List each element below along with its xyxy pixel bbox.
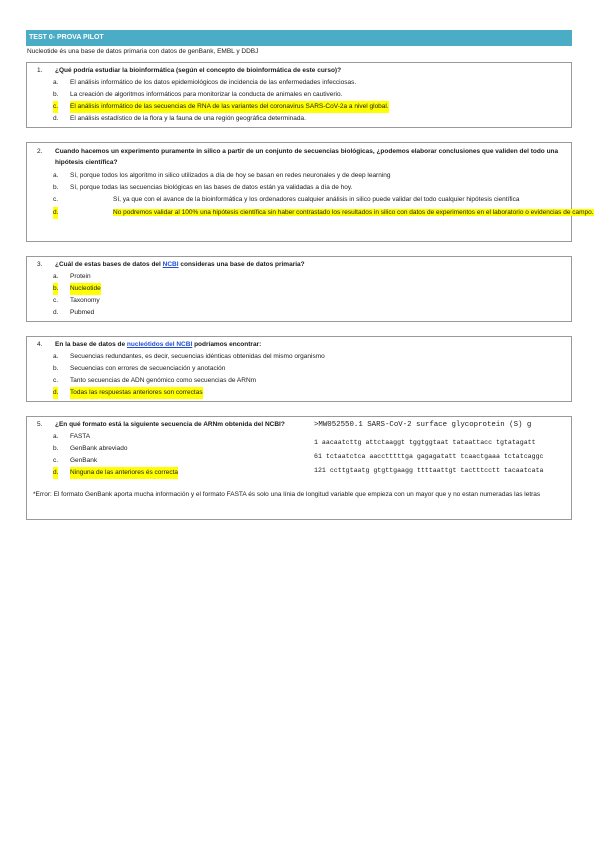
sequence-line: 61 tctaatctca aacctttttga gagagatatt tcaactgaaa tctatcaggc	[314, 453, 544, 460]
option-letter: b.	[53, 365, 59, 372]
option-letter: c.	[53, 297, 59, 304]
option-text-correct	[113, 207, 600, 218]
question-4-pre: En la base de datos de	[55, 341, 127, 348]
q4-option-a[interactable]	[27, 351, 571, 363]
header-title: TEST 0- PROVA PILOT	[29, 34, 104, 41]
option-text: La creación de algoritmos informáticos para monitorizar la conducta de animales en cautiverio.	[70, 91, 343, 98]
option-letter: c.	[53, 196, 59, 203]
option-text: El análisis estadístico de la flora y la fauna de una región geográfica determinada.	[70, 115, 306, 122]
option-text: Secuencias redundantes, es decir, secuencias idénticas obtenidas del mismo organismo	[70, 353, 325, 360]
option-letter: d.	[53, 115, 59, 122]
option-letter: d.	[53, 467, 58, 479]
question-4-post: podríamos encontrar:	[192, 341, 262, 348]
q1-option-a[interactable]	[27, 77, 571, 89]
question-1-number: 1.	[37, 67, 43, 74]
option-letter: c.	[53, 101, 58, 113]
question-2-box	[26, 142, 594, 242]
option-text: Sí, porque todas las secuencias biológicas en las bases de datos están ya validadas a día de hoy.	[70, 184, 353, 191]
option-letter: d.	[53, 207, 58, 219]
option-text: El análisis informático de los datos epidemiológicos de incidencia de las enfermedades infecciosas.	[70, 79, 357, 86]
subtitle: Nucleotide és una base de datos primaria con datos de genBank, EMBL y DDBJ	[27, 48, 259, 55]
question-4-number: 4.	[37, 341, 43, 348]
option-letter: a.	[53, 353, 59, 360]
q1-option-d[interactable]	[27, 113, 571, 125]
option-text: GenBank	[70, 457, 98, 464]
question-4-text	[55, 339, 261, 351]
q4-option-b[interactable]	[27, 363, 571, 375]
sequence-line: 121 ccttgtaatg gtgttgaagg ttttaattgt tactttcctt tacaatcata	[314, 467, 544, 474]
option-letter: a.	[53, 79, 59, 86]
question-3-box	[26, 256, 572, 322]
error-note: *Error: El formato GenBank aporta mucha información y el formato FASTA és solo una línia de longitud variable que empieza con un mayor que y no estan numeradas las letras	[33, 491, 541, 498]
option-letter: c.	[53, 457, 59, 464]
question-5-number: 5.	[37, 421, 43, 428]
option-letter: b.	[53, 184, 59, 191]
q4-option-d[interactable]	[27, 387, 571, 399]
q4-option-c[interactable]	[27, 375, 571, 387]
option-text: GenBank abreviado	[70, 445, 128, 452]
option-text: Secuencias con errores de secuenciación y anotación	[70, 365, 226, 372]
option-letter: a.	[53, 172, 59, 179]
question-3-text	[55, 259, 305, 271]
option-text-highlight: No podremos validar al 100% una hipótesis científica sin haber contrastado los resultados in silico con datos de experimentos en el laboratorio o evidencias de campo.	[113, 209, 594, 216]
q3-option-a[interactable]	[27, 271, 571, 283]
option-letter: b.	[53, 283, 58, 295]
q3-option-b[interactable]	[27, 283, 571, 295]
option-text: Sí, porque todos los algoritmo in silico utilizados a día de hoy se basan en redes neuronales y de deep learning	[70, 172, 391, 179]
option-letter: c.	[53, 377, 59, 384]
sequence-line: 1 aacaatcttg attctaaggt tggtggtaat tataattacc tgtatagatt	[314, 439, 536, 446]
question-5-box	[26, 416, 572, 520]
question-3-number: 3.	[37, 261, 43, 268]
question-2-text: Cuando hacemos un experimento puramente in silico a partir de un conjunto de secuencias biológicas, ¿podemos elaborar conclusiones que validen del todo una hipótesis científica?	[55, 148, 559, 166]
ncbi-link[interactable]: NCBI	[162, 261, 179, 268]
option-letter: b.	[53, 91, 59, 98]
q2-option-d[interactable]	[27, 207, 594, 218]
question-2-number: 2.	[37, 148, 43, 155]
question-1-box	[26, 62, 572, 128]
q3-option-d[interactable]	[27, 307, 571, 319]
question-5-text: ¿En qué formato está la siguiente secuencia de ARNm obtenida del NCBI?	[55, 421, 285, 428]
option-letter: d.	[53, 309, 59, 316]
option-text: FASTA	[70, 433, 91, 440]
option-letter: d.	[53, 387, 58, 399]
option-letter: b.	[53, 445, 59, 452]
question-1-text: ¿Qué podría estudiar la bioinformática (según el concepto de bioinformática de este curso)?	[55, 67, 342, 74]
option-text: Pubmed	[70, 309, 95, 316]
question-3-pre: ¿Cuál de estas bases de datos del	[55, 261, 163, 268]
option-text: Sí, ya que con el avance de la bioinformática y los ordenadores cualquier análisis in silico puede validar del todo cualquier hipótesis científica	[113, 196, 520, 203]
question-3-post: consideras una base de datos primaria?	[178, 261, 305, 268]
option-text-correct: El análisis informático de las secuencias de RNA de las variantes del coronavirus SARS-CoV-2a a nivel global.	[70, 101, 389, 113]
option-text: Protein	[70, 273, 91, 280]
question-4-box	[26, 336, 572, 402]
q2-option-c[interactable]	[27, 194, 571, 205]
q2-option-a[interactable]	[27, 170, 571, 182]
q2-option-b[interactable]	[27, 182, 571, 194]
option-text-correct: Nucleotide	[70, 283, 101, 295]
option-letter: a.	[53, 273, 59, 280]
page-header	[26, 30, 572, 46]
option-text: Taxonomy	[70, 297, 100, 304]
option-text-correct: Ninguna de las anteriores és correcta	[70, 467, 178, 479]
option-text-correct: Todas las respuestas anteriores son correctas	[70, 387, 203, 399]
q1-option-c[interactable]	[27, 101, 571, 113]
q1-option-b[interactable]	[27, 89, 571, 101]
ncbi-nucleotide-link[interactable]: nucleótidos del NCBI	[126, 341, 193, 348]
option-text: Tanto secuencias de ADN genómico como secuencias de ARNm	[70, 377, 257, 384]
q3-option-c[interactable]	[27, 295, 571, 307]
sequence-header: >MW052550.1 SARS-CoV-2 surface glycoprotein (S) g	[314, 421, 532, 429]
option-letter: a.	[53, 433, 59, 440]
